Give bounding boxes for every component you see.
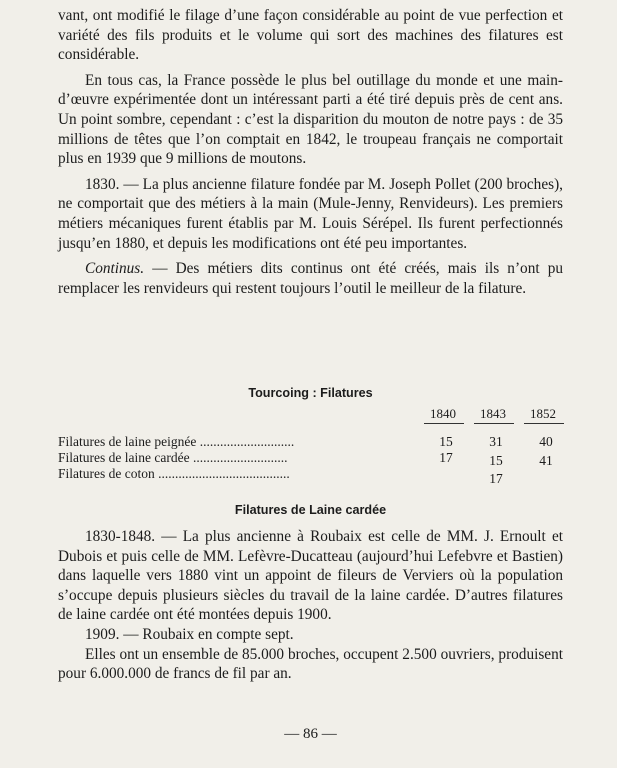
year-header: 1852 [530,406,556,421]
paragraph: 1909. — Roubaix en compte sept. [85,625,294,643]
cell-1852: 41 [539,453,553,468]
cell-1843: 15 [489,453,503,468]
cell-1843: 17 [489,471,503,486]
table-row [58,466,563,486]
table-row [58,434,563,451]
page [58,6,563,742]
row-label: Filatures de coton [58,466,155,481]
continus-term: Continus. [85,260,145,278]
continus-text: — Des métiers dits continus ont été créés, mais ils n’ont pu remplacer les renvideurs qui restent toujours l’outil le meilleur de la filature. [58,260,563,297]
row-label: Filatures de laine cardée [58,450,190,465]
paragraph: En tous cas, la France possède le plus bel outillage du monde et une main-d’œuvre expérimentée dont un intéressant parti a été tiré depuis près de cent ans. Un point sombre, cependant : c’est la disparition du mouton de notre pays : de 35 millions de têtes que l’on comptait en 1842, le troupeau français ne comportait plus en 1939 que 9 millions de moutons. [58,71,563,168]
row-label: Filatures de laine peignée [58,434,197,449]
cell-1852: 40 [539,434,553,449]
table-row [58,450,563,467]
section-title: Filatures de Laine cardée [234,503,387,517]
dot-leader: ............................ [189,450,288,465]
dot-leader: ............................ [196,434,295,449]
cell-1840: 15 [439,434,453,449]
paragraph: 1830-1848. — La plus ancienne à Roubaix est celle de MM. J. Ernoult et Dubois et puis celle de MM. Lefèvre-Ducatteau (aujourd’hui Lefebvre et Bastien) dans laquelle vers 1880 vint un appoint de fileurs de Verviers où la population s’occupe depuis plusieurs siècles du travail de la laine cardée. D’autres filatures de laine cardée ont été montées depuis 1900. [58,528,563,624]
dot-leader: ....................................... [154,466,290,481]
year-header: 1840 [430,406,456,421]
section-body [58,527,563,684]
table-title: Tourcoing : Filatures [248,386,373,400]
paragraph: 1830. — La plus ancienne filature fondée par M. Joseph Pollet (200 broches), ne comportait que des métiers à la main (Mule-Jenny, Renvideurs). Les premiers métiers mécaniques furent établis par M. Louis Sérépel. Ils furent perfectionnés jusqu’en 1880, et depuis les modifications ont été peu importantes. [58,175,563,252]
cell-1840: 17 [439,450,453,465]
header-rule [424,423,464,424]
header-rule [474,423,514,424]
page-number: — 86 — [284,726,337,742]
header-rule [524,423,564,424]
year-header: 1843 [480,406,506,421]
paragraph: Elles ont un ensemble de 85.000 broches, occupent 2.500 ouvriers, produisent pour 6.000.000 de francs de fil par an. [58,645,563,683]
cell-1843: 31 [489,434,503,449]
continus-paragraph [58,259,563,298]
paragraph: vant, ont modifié le filage d’une façon considérable au point de vue perfection et variété des fils produits et le volume qui sort des machines des filatures est considérable. [58,7,563,64]
